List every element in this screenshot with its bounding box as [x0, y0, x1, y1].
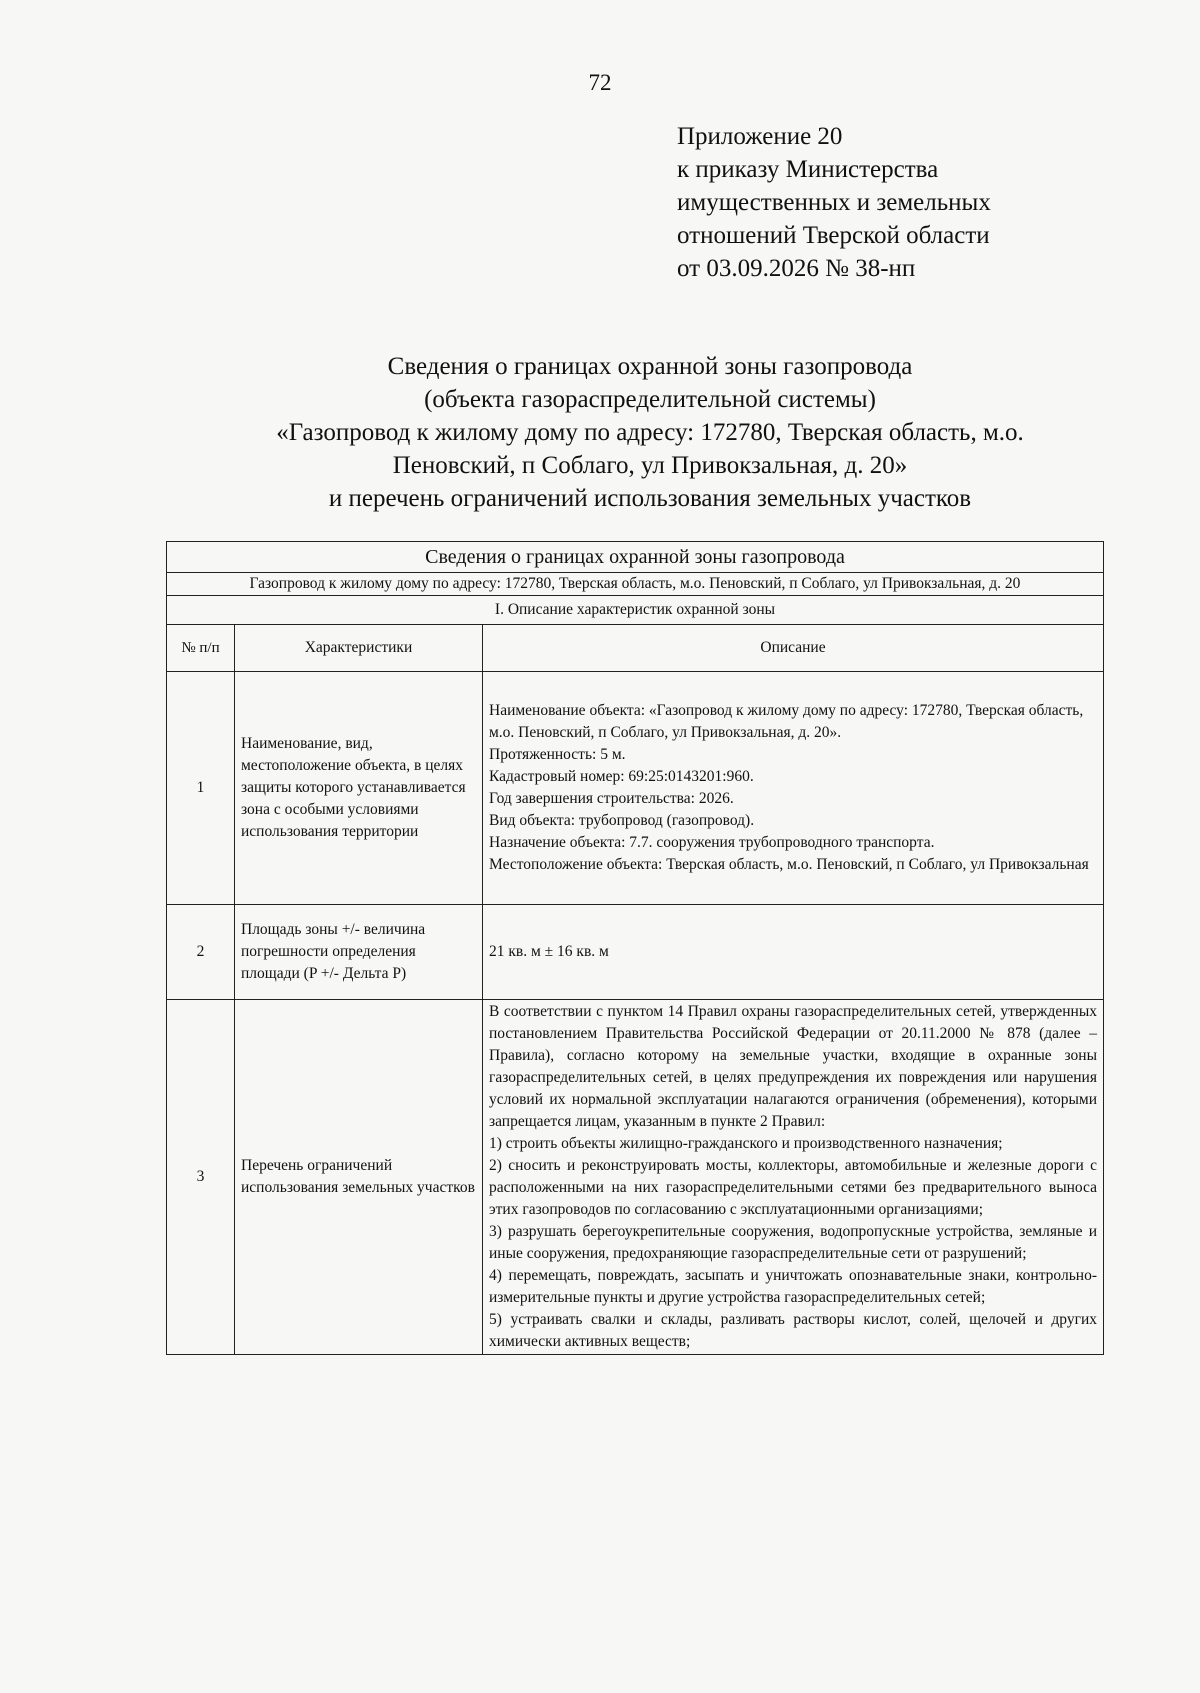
- row-description: [483, 1000, 1104, 1355]
- title-line: «Газопровод к жилому дому по адресу: 172780, Тверская область, м.о.: [276, 419, 1024, 446]
- appendix-block: [677, 120, 1157, 285]
- row-characteristic: Перечень ограничений использования земельных участков: [235, 1000, 483, 1355]
- table-title: Сведения о границах охранной зоны газопровода: [167, 542, 1104, 573]
- description-line: Вид объекта: трубопровод (газопровод).: [489, 812, 755, 829]
- description-line: Кадастровый номер: 69:25:0143201:960.: [489, 768, 754, 785]
- description-line: 4) перемещать, повреждать, засыпать и уничтожать опознавательные знаки, контрольно-измерительные пункты и другие устройства газораспределительных сетей;: [489, 1267, 1097, 1306]
- appendix-line: к приказу Министерства: [677, 156, 939, 183]
- description-line: В соответствии с пунктом 14 Правил охраны газораспределительных сетей, утвержденных постановлением Правительства Российской Федерации от 20.11.2000 № 878 (далее – Правила), согласно которому на земельные участки, входящие в охранные зоны газораспределительных сетей, в целях предупреждения их повреждения или нарушения условий их нормальной эксплуатации налагаются ограничения (обременения), которыми запрещается лицам, указанным в пункте 2 Правил:: [489, 1003, 1097, 1130]
- description-line: Протяженность: 5 м.: [489, 746, 626, 763]
- page-number: 72: [588, 70, 612, 95]
- description-line: 21 кв. м ± 16 кв. м: [489, 943, 609, 960]
- description-line: Наименование объекта: «Газопровод к жилому дому по адресу: 172780, Тверская область, м.о. Пеновский, п Соблаго, ул Привокзальная, д. 20».: [489, 702, 1084, 741]
- title-line: и перечень ограничений использования земельных участков: [328, 485, 972, 512]
- header-description: Описание: [483, 625, 1104, 672]
- description-line: Назначение объекта: 7.7. сооружения трубопроводного транспорта.: [489, 834, 935, 851]
- description-line: 1) строить объекты жилищно-гражданского и производственного назначения;: [489, 1135, 1003, 1152]
- description-line: Год завершения строительства: 2026.: [489, 790, 734, 807]
- row-characteristic: Наименование, вид, местоположение объекта, в целях защиты которого устанавливается зона с особыми условиями использования территории: [235, 672, 483, 905]
- row-number: 2: [167, 905, 235, 1000]
- description-line: 3) разрушать берегоукрепительные сооружения, водопропускные устройства, земляные и иные сооружения, предохраняющие газораспределительные сети от разрушений;: [489, 1223, 1097, 1262]
- header-number: № п/п: [167, 625, 235, 672]
- table-subtitle: Газопровод к жилому дому по адресу: 172780, Тверская область, м.о. Пеновский, п Соблаго, ул Привокзальная, д. 20: [167, 573, 1104, 596]
- protection-zone-table: [166, 541, 1104, 1355]
- row-description: [483, 672, 1104, 905]
- description-line: 2) сносить и реконструировать мосты, коллекторы, автомобильные и железные дороги с расположенными на них газораспределительными сетями без предварительного выноса этих газопроводов по согласованию с эксплуатационными организациями;: [489, 1157, 1097, 1218]
- appendix-line: от 03.09.2026 № 38-нп: [677, 255, 916, 282]
- title-line: (объекта газораспределительной системы): [424, 386, 876, 413]
- row-description: [483, 905, 1104, 1000]
- appendix-line: Приложение 20: [677, 123, 843, 150]
- table-row: [167, 905, 1104, 1000]
- row-characteristic: Площадь зоны +/- величина погрешности определения площади (P +/- Дельта P): [235, 905, 483, 1000]
- title-line: Сведения о границах охранной зоны газопровода: [387, 353, 913, 380]
- appendix-line: отношений Тверской области: [677, 222, 990, 249]
- title-line: Пеновский, п Соблаго, ул Привокзальная, д. 20»: [392, 452, 908, 479]
- header-characteristics: Характеристики: [235, 625, 483, 672]
- row-number: 3: [167, 1000, 235, 1355]
- table-row: [167, 1000, 1104, 1355]
- row-number: 1: [167, 672, 235, 905]
- table-header-row: [167, 625, 1104, 672]
- description-line: 5) устраивать свалки и склады, разливать растворы кислот, солей, щелочей и других химически активных веществ;: [489, 1311, 1097, 1350]
- appendix-line: имущественных и земельных: [677, 189, 991, 216]
- table-row: [167, 672, 1104, 905]
- table-section-heading: I. Описание характеристик охранной зоны: [167, 596, 1104, 625]
- description-line: Местоположение объекта: Тверская область, м.о. Пеновский, п Соблаго, ул Привокзальная: [489, 856, 1089, 873]
- document-title: [100, 350, 1200, 515]
